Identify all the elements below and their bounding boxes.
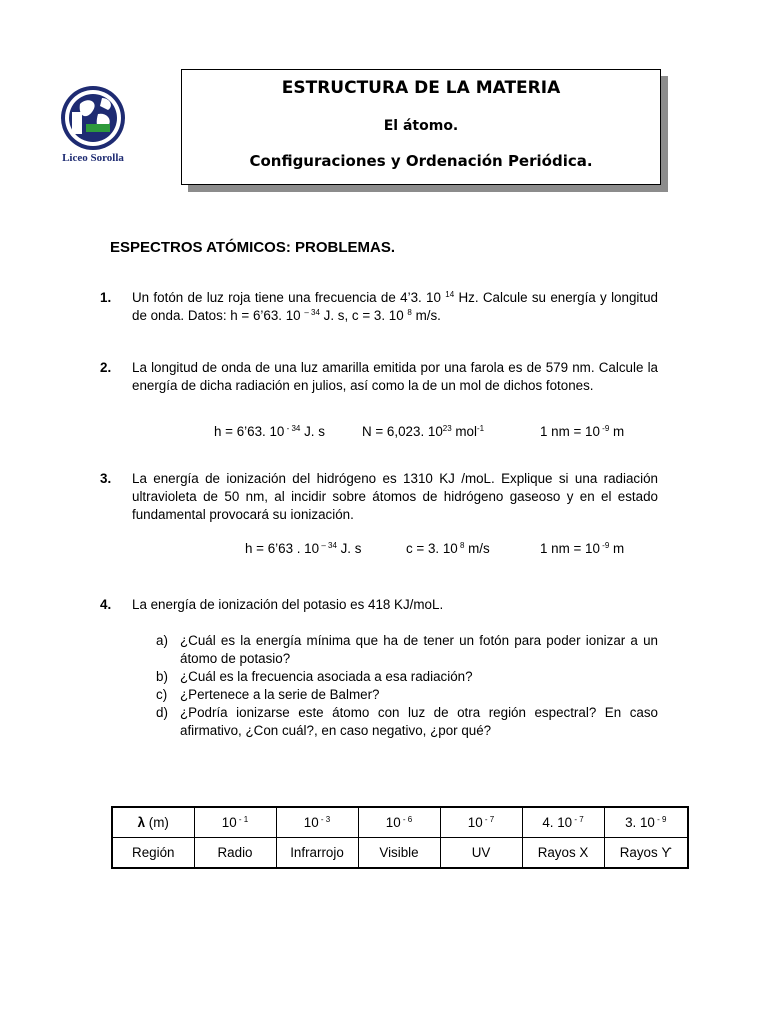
formula-nanometer: 1 nm = 10 $^{-9}$ m <box>540 541 625 556</box>
formula-nanometer: 1 nm = 10 $^{-9}$ m <box>540 424 625 439</box>
wavelength-cell: 3. 10 $^{- 9}$ <box>604 807 688 838</box>
spectrum-table <box>111 806 689 869</box>
problem-text: La longitud de onda de una luz amarilla emitida por una farola es de 579 nm. Calcule la energía de dicha radiación en julios, así como la de un mol de dichos fotones. <box>132 360 658 393</box>
region-cell: Rayos ϒ <box>604 838 688 869</box>
subquestion-a <box>156 632 658 668</box>
problem-number: 4. <box>100 597 112 612</box>
subquestion-letter: a) <box>156 633 168 648</box>
document-subtitle-2: Configuraciones y Ordenación Periódica. <box>249 152 593 170</box>
wavelength-cell: 10 $^{- 6}$ <box>358 807 440 838</box>
problem-text: La energía de ionización del hidrógeno es 1310 KJ /moL. Explique si una radiación ultravioleta de 50 nm, al incidir sobre átomos de hidrógeno gaseoso y en el estado fundamental provocará su ionización. <box>132 471 658 522</box>
formula-avogadro: N = 6,023. $10^{23}$ mol$^{-1}$ <box>362 424 485 439</box>
subquestion-text: ¿Cuál es la frecuencia asociada a esa radiación? <box>180 669 473 684</box>
problem-text: La energía de ionización del potasio es 418 KJ/moL. <box>132 597 444 612</box>
problem-3 <box>100 470 658 524</box>
region-row <box>112 838 688 869</box>
document-title: ESTRUCTURA DE LA MATERIA <box>281 78 561 98</box>
problem-2 <box>100 359 658 395</box>
wavelength-cell: 4. 10 $^{- 7}$ <box>522 807 604 838</box>
title-box <box>181 69 661 185</box>
problem-number: 2. <box>100 360 112 375</box>
problem-number: 1. <box>100 290 112 305</box>
region-cell: Infrarrojo <box>276 838 358 869</box>
subquestion-letter: b) <box>156 669 168 684</box>
region-cell: Rayos X <box>522 838 604 869</box>
wavelength-header: λ (m) <box>112 807 194 838</box>
formula-speed-of-light: c = 3. 10 $^8$ m/s <box>406 541 490 556</box>
document-subtitle: El átomo. <box>383 118 459 134</box>
subquestion-c <box>156 686 658 704</box>
subquestion-d <box>156 704 658 740</box>
region-cell: Visible <box>358 838 440 869</box>
region-cell: Radio <box>194 838 276 869</box>
subquestion-text: ¿Cuál es la energía mínima que ha de tener un fotón para poder ionizar a un átomo de potasio? <box>180 633 658 666</box>
subquestion-b <box>156 668 658 686</box>
problem-number: 3. <box>100 471 112 486</box>
section-title: ESPECTROS ATÓMICOS: PROBLEMAS. <box>110 239 396 256</box>
subquestion-text: ¿Podría ionizarse este átomo con luz de otra región espectral? En caso afirmativo, ¿Con cuál?, en caso negativo, ¿por qué? <box>180 705 658 738</box>
region-header: Región <box>112 838 194 869</box>
subquestion-letter: c) <box>156 687 168 702</box>
school-logo <box>52 82 134 172</box>
region-cell: UV <box>440 838 522 869</box>
formula-planck-constant: h = 6’63 . 10 $^{- 34}$ J. s <box>245 541 362 556</box>
liceo-sorolla-emblem-icon <box>58 84 128 152</box>
problem-1 <box>100 289 658 325</box>
wavelength-cell: 10 $^{- 1}$ <box>194 807 276 838</box>
wavelength-cell: 10 $^{- 7}$ <box>440 807 522 838</box>
formula-planck-constant: h = 6’63. 10 $^{- 34}$ J. s <box>214 424 325 439</box>
subquestion-letter: d) <box>156 705 168 720</box>
logo-text: Liceo Sorolla <box>62 152 124 164</box>
wavelength-row <box>112 807 688 838</box>
wavelength-cell: 10 $^{- 3}$ <box>276 807 358 838</box>
problem-text: Un fotón de luz roja tiene una frecuencia de 4’3. 10 $^{14}$ Hz. Calcule su energía y longitud de onda. Datos: h = 6’63. 10 $^{- 34}$ J. s, c = 3. 10 $^8$ m/s. <box>132 290 658 323</box>
subquestion-text: ¿Pertenece a la serie de Balmer? <box>180 687 380 702</box>
problem-4 <box>100 596 658 614</box>
